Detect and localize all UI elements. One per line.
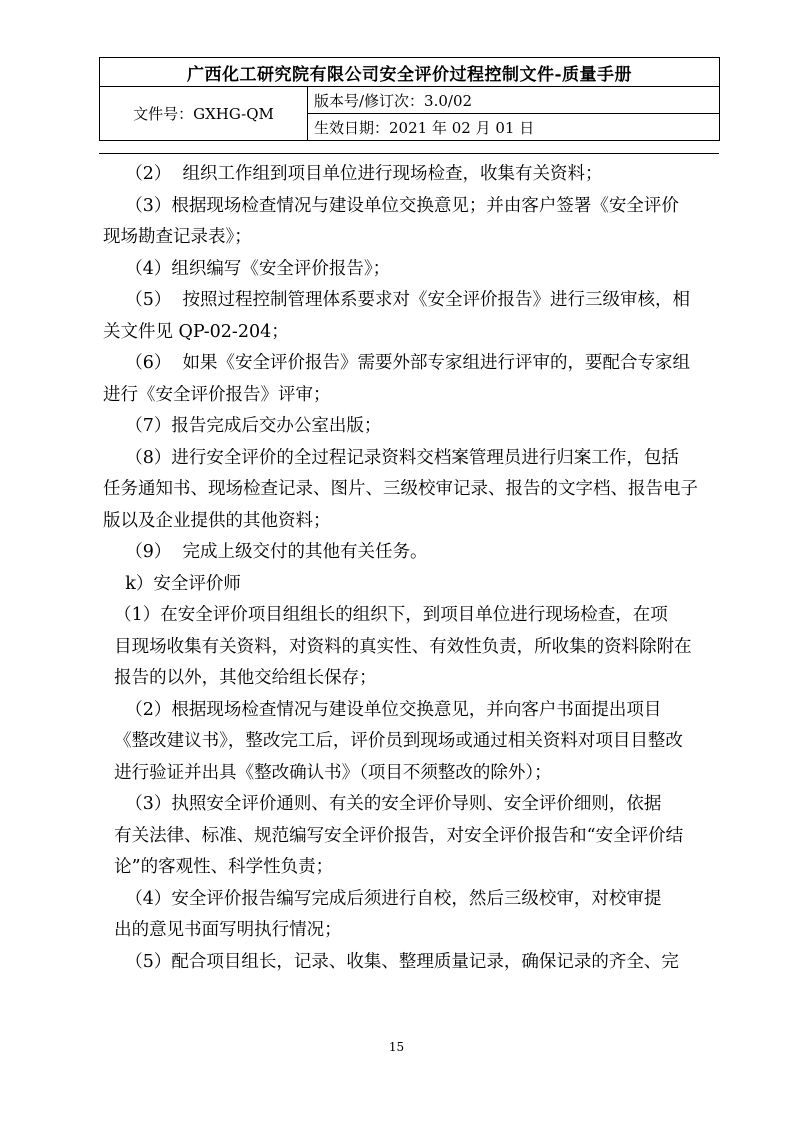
body-line: 版以及企业提供的其他资料； bbox=[103, 510, 331, 531]
body-line: 现场勘查记录表》； bbox=[103, 227, 252, 247]
body-line: （5） 按照过程控制管理体系要求对《安全评价报告》进行三级审核，相 bbox=[103, 290, 691, 310]
effective-date: 生效日期：2021 年 02 月 01 日 bbox=[308, 114, 720, 141]
body-line: 关文件见 QP-02-204； bbox=[103, 321, 289, 342]
body-line: 进行《安全评价报告》评审； bbox=[103, 384, 331, 405]
body-line: （2）根据现场检查情况与建设单位交换意见，并向客户书面提出项目 bbox=[103, 699, 662, 720]
body-line: （6） 如果《安全评价报告》需要外部专家组进行评审的，要配合专家组 bbox=[103, 353, 691, 373]
body-line: 报告的以外，其他交给组长保存； bbox=[103, 668, 377, 688]
body-line: （7）报告完成后交办公室出版； bbox=[103, 416, 382, 436]
page-number: 15 bbox=[388, 1040, 405, 1054]
body-line: （5）配合项目组长，记录、收集、整理质量记录，确保记录的齐全、完 bbox=[103, 951, 679, 972]
body-line: 论”的客观性、科学性负责； bbox=[103, 857, 334, 877]
body-line: 有关法律、标准、规范编写安全评价报告，对安全评价报告和“安全评价结 bbox=[103, 825, 684, 846]
body-line: 目现场收集有关资料，对资料的真实性、有效性负责，所收集的资料除附在 bbox=[103, 636, 692, 657]
body-line: （3）执照安全评价通则、有关的安全评价导则、安全评价细则，依据 bbox=[103, 794, 662, 814]
body-line: 进行验证并出具《整改确认书》（项目不须整改的除外）； bbox=[103, 762, 552, 783]
body-line: （4）安全评价报告编写完成后须进行自校，然后三级校审，对校审提 bbox=[103, 888, 662, 909]
body-line: （9） 完成上级交付的其他有关任务。 bbox=[103, 542, 428, 562]
version-revision: 版本号/修订次：3.0/02 bbox=[308, 87, 720, 114]
body-line: 任务通知书、现场检查记录、图片、三级校审记录、报告的文字档、报告电子 bbox=[103, 479, 698, 499]
section-heading: k）安全评价师 bbox=[103, 573, 241, 594]
header-divider bbox=[99, 153, 719, 154]
body-line: （1）在安全评价项目组组长的组织下，到项目单位进行现场检查，在项 bbox=[103, 605, 668, 625]
body-line: （8）进行安全评价的全过程记录资料交档案管理员进行归案工作，包括 bbox=[103, 447, 679, 468]
document-number: 文件号：GXHG-QM bbox=[100, 87, 308, 141]
document-header-table bbox=[99, 57, 720, 141]
body-line: （4）组织编写《安全评价报告》； bbox=[103, 258, 391, 279]
body-line: 出的意见书面写明执行情况； bbox=[103, 920, 342, 940]
body-line: （2） 组织工作组到项目单位进行现场检查，收集有关资料； bbox=[103, 164, 603, 184]
body-line: 《整改建议书》，整改完工后，评价员到现场或通过相关资料对项目目整改 bbox=[103, 731, 683, 751]
document-header-title: 广西化工研究院有限公司安全评价过程控制文件-质量手册 bbox=[100, 58, 720, 87]
document-body bbox=[103, 159, 733, 978]
body-line: （3）根据现场检查情况与建设单位交换意见；并由客户签署《安全评价 bbox=[103, 195, 679, 216]
